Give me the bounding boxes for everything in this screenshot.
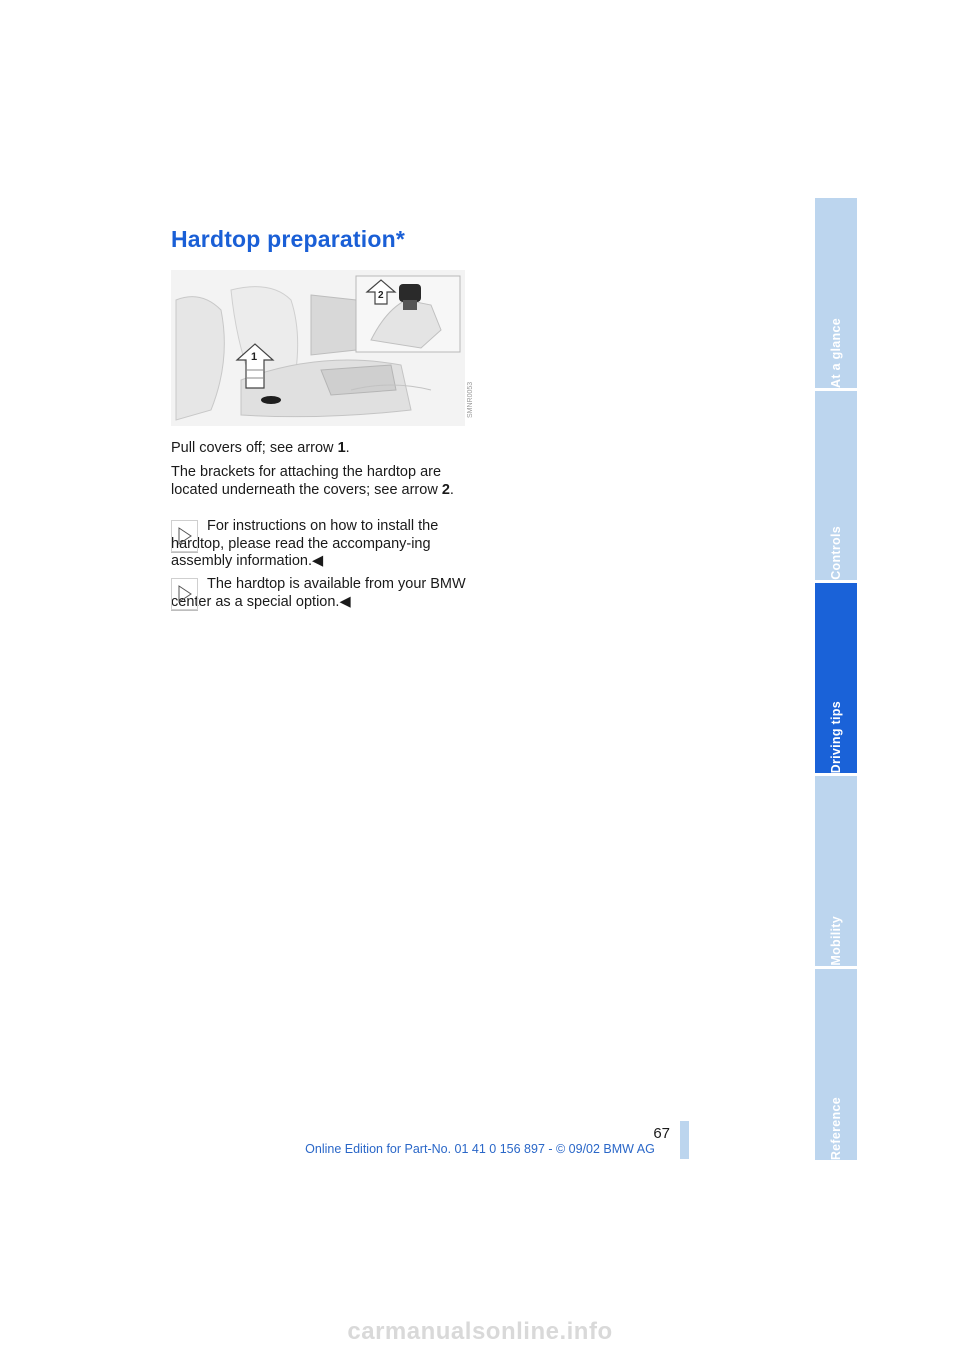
tab-controls[interactable]: Controls	[815, 391, 857, 580]
paragraph-pull-covers: Pull covers off; see arrow 1.	[171, 440, 350, 456]
tab-at-a-glance[interactable]: At a glance	[815, 198, 857, 388]
note-triangle-icon	[171, 578, 198, 611]
figure-code: SMNR0053	[467, 381, 474, 418]
hardtop-illustration	[171, 270, 474, 426]
chapter-sidebar	[815, 198, 857, 1160]
note-triangle-icon	[171, 520, 198, 553]
arrow-2-label: 2	[378, 290, 384, 301]
watermark: carmanualsonline.info	[347, 1318, 613, 1345]
note-special-option: The hardtop is available from your BMW center as a special option.◀	[171, 576, 466, 610]
page-title: Hardtop preparation*	[171, 226, 406, 252]
tab-reference[interactable]: Reference	[815, 969, 857, 1160]
arrow-1-label: 1	[251, 351, 258, 363]
tab-driving-tips[interactable]: Driving tips	[815, 583, 857, 773]
illustration-drawing	[171, 270, 474, 426]
footer-edition: Online Edition for Part-No. 01 41 0 156 897 - © 09/02 BMW AG	[305, 1142, 655, 1156]
paragraph-brackets: The brackets for attaching the hardtop are located underneath the covers; see arrow 2.	[171, 464, 454, 498]
note-install-instructions: For instructions on how to install the hardtop, please read the accompany-ing assembly information.◀	[171, 518, 439, 569]
tab-mobility[interactable]: Mobility	[815, 776, 857, 966]
page-number: 67	[653, 1125, 670, 1142]
